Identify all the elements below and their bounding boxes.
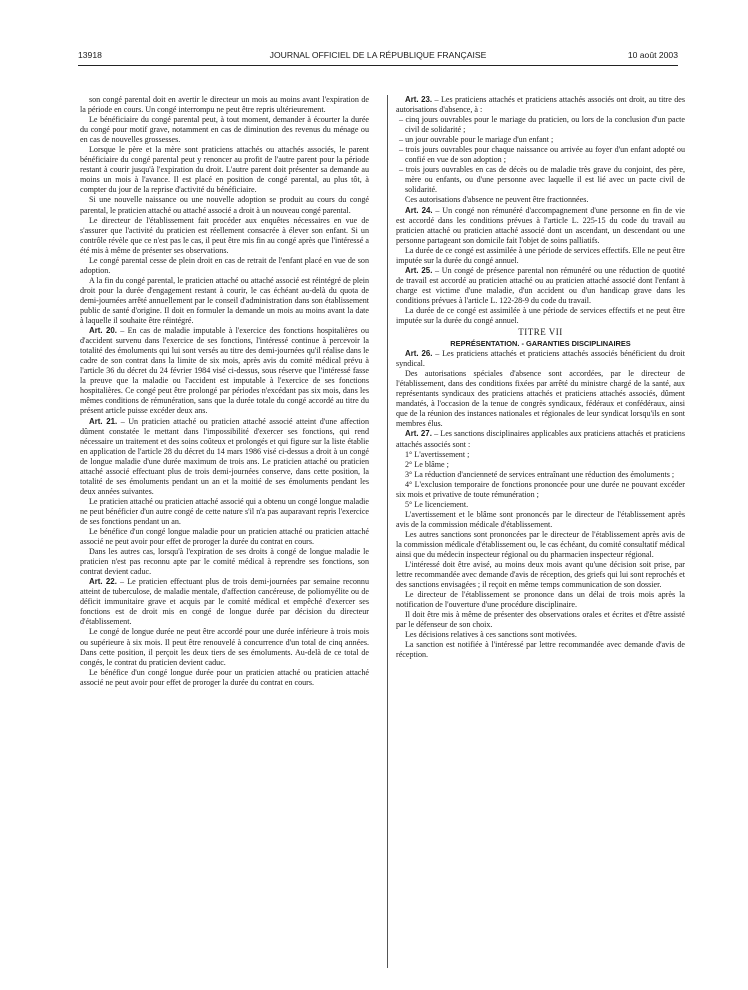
paragraph-text: Le congé parental cesse de plein droit en cas de retrait de l'enfant placé en vue de son adoption. [80, 255, 369, 275]
paragraph-text: La sanction est notifiée à l'intéressé par lettre recommandée avec demande d'avis de réception. [396, 640, 685, 660]
article-paragraph [396, 349, 685, 369]
articles-24-25 [396, 206, 685, 327]
paragraph-text: Si une nouvelle naissance ou une nouvelle adoption se produit au cours du congé parental, le praticien attaché ou attaché associé a droit à un nouveau congé parental. [80, 195, 369, 215]
paragraph-text: 1° L'avertissement ; [405, 449, 470, 459]
article-paragraph [396, 266, 685, 306]
journal-title: JOURNAL OFFICIEL DE LA RÉPUBLIQUE FRANÇAISE [269, 50, 487, 60]
column-divider [387, 95, 388, 968]
paragraph [80, 115, 369, 145]
paragraph-text: son congé parental doit en avertir le directeur un mois au moins avant l'expiration de la période en cours. Un congé interrompu ne peut être repris ultérieurement. [80, 95, 369, 115]
paragraph-text: – Les praticiens attachés et praticiens attachés associés bénéficient du droit syndical. [396, 349, 685, 369]
paragraph-text: Le praticien attaché ou praticien attaché associé qui a obtenu un congé longue maladie ne peut bénéficier d'un autre congé de cette nature s'il n'a pas auparavant repris l'exercice de ses fonctions pendant un an. [80, 496, 369, 526]
paragraph [396, 510, 685, 530]
paragraph [396, 306, 685, 326]
article-label: Art. 26. [405, 349, 433, 359]
paragraph [80, 276, 369, 326]
article-text: – Les praticiens attachés et praticiens attachés associés ont droit, au titre des autorisations d'absence, à : [396, 95, 685, 115]
paragraph [396, 470, 685, 480]
paragraph [396, 640, 685, 660]
paragraph-text: Il doit être mis à même de présenter des observations orales et écrites et d'être assisté par le défenseur de son choix. [396, 610, 685, 630]
paragraph-text: – Le praticien effectuant plus de trois demi-journées par semaine reconnu atteint de tuberculose, de maladie mentale, d'affection cancéreuse, de poliomyélite ou de déficit immunitaire grave et acquis par le comité médical et empêché d'exercer ses fonctions est de droit mis en congé de longue durée par décision du directeur d'établissement. [80, 577, 369, 627]
article-label: Art. 25. [405, 265, 433, 275]
paragraph-text: Le bénéfice d'un congé longue maladie pour un praticien attaché ou praticien attaché associé ne peut avoir pour effet de proroger la durée du contrat en cours. [80, 527, 369, 547]
paragraph [396, 590, 685, 610]
paragraph-text: Le congé de longue durée ne peut être accordé pour une durée inférieure à trois mois ou supérieure à six mois. Il peut être renouvelé à concurrence d'un total de cinq années. Dans cette position, il perçoit les deux tiers de ses émoluments. Au-delà de ce total de congés, le contrat du praticien devient caduc. [80, 627, 369, 667]
article-label: Art. 22. [89, 577, 117, 587]
paragraph [80, 145, 369, 195]
paragraph [80, 195, 369, 215]
paragraph-text: – Un praticien attaché ou praticien attaché associé atteint d'une affection dûment constatée le mettant dans l'impossibilité d'exercer ses fonctions, qui rend nécessaire un traitement et des soins coûteux et prolongés et qui figure sur la liste établie en application de l'article 28 du décret du 14 mars 1986 visé ci-dessus a droit à un congé de longue maladie d'une durée maximum de trois ans. Le praticien attaché ou praticien attaché associé effectuant plus de trois demi-journées conserve, dans cette position, la totalité de ses émoluments pendant un an et la moitié de ses émoluments pendant les deux années suivantes. [80, 416, 369, 496]
article-paragraph [80, 577, 369, 627]
paragraph-text: 3° La réduction d'ancienneté de services entraînant une réduction des émoluments ; [405, 469, 675, 479]
article-23 [396, 95, 685, 115]
article-paragraph [80, 417, 369, 497]
right-column [396, 95, 685, 661]
paragraph [80, 627, 369, 667]
article-label: Art. 24. [405, 205, 433, 215]
paragraph-text: Dans les autres cas, lorsqu'à l'expiration de ses droits à congé de longue maladie le praticien n'est pas reconnu apte par le comité médical à reprendre ses fonctions, son contrat devient caduc. [80, 547, 369, 577]
paragraph [80, 547, 369, 577]
paragraph-text: Le directeur de l'établissement fait procéder aux enquêtes nécessaires en vue de s'assurer que l'activité du praticien est réellement consacrée à élever son enfant. Si un contrôle révèle que ce n'est pas le cas, il peut être mis fin au congé après que l'intéressé a été mis à même de présenter ses observations. [80, 215, 369, 255]
article-label: Art. 27. [405, 429, 432, 439]
paragraph-text: Le bénéficiaire du congé parental peut, à tout moment, demander à écourter la durée du congé pour motif grave, notamment en cas de diminution des revenus du ménage ou en cas de nouvelles grossesses. [80, 115, 369, 145]
paragraph [396, 246, 685, 266]
articles-26-27 [396, 349, 685, 660]
paragraph-text: – Un congé non rémunéré d'accompagnement d'une personne en fin de vie est accordé dans les conditions prévues à l'article L. 225-15 du code du travail au praticien attaché ou praticien attaché associé dont un ascendant, un descendant ou une personne partageant son domicile fait l'objet de soins palliatifs. [396, 205, 685, 245]
article-label: Art. 20. [89, 326, 118, 336]
paragraph [80, 216, 369, 256]
paragraph-text: A la fin du congé parental, le praticien attaché ou attaché associé est réintégré de plein droit pour la durée d'engagement restant à courir, le cas échéant au-delà du quota de demi-journées arrêté annuellement par le conseil d'administration dans son établissement public de santé d'origine. Il doit en formuler la demande un mois au moins avant la date à laquelle il souhaite être réintégré. [80, 275, 369, 326]
paragraph-text: Les décisions relatives à ces sanctions sont motivées. [405, 630, 577, 640]
list-item: – un jour ouvrable pour le mariage d'un enfant ; [396, 135, 685, 145]
header-rule [78, 65, 678, 66]
paragraph-text: L'avertissement et le blâme sont prononcés par le directeur de l'établissement après avis de la commission médicale d'établissement. [396, 509, 685, 529]
paragraph-text: 5° Le licenciement. [405, 499, 469, 509]
list-item: – trois jours ouvrables pour chaque naissance ou arrivée au foyer d'un enfant adopté ou confié en vue de son adoption ; [396, 145, 685, 165]
section-subtitle: REPRÉSENTATION. - GARANTIES DISCIPLINAIRES [450, 339, 631, 349]
page-header [78, 50, 678, 64]
page-number: 13918 [78, 50, 102, 60]
paragraph-text: 4° L'exclusion temporaire de fonctions prononcée pour une durée ne pouvant excéder six mois et privative de toute rémunération ; [396, 479, 685, 499]
paragraph [396, 480, 685, 500]
paragraph-text: Des autorisations spéciales d'absence sont accordées, par le directeur de l'établissement, dans des conditions fixées par arrêté du ministre chargé de la santé, aux représentants syndicaux des praticiens attachés et praticiens attachés associés, dûment mandatés, à l'occasion de la tenue de congrès syndicaux, fédéraux et confédéraux, ainsi que de la réunion des instances nationales et régionales de leur syndicat lorsqu'ils en sont membres élus. [396, 369, 685, 429]
paragraph-text: Les autres sanctions sont prononcées par le directeur de l'établissement après avis de la commission médicale d'établissement ou, le cas échéant, du comité consultatif médical ainsi que du médecin inspecteur régional ou du pharmacien inspecteur régional. [396, 529, 685, 560]
paragraph [80, 95, 369, 115]
paragraph-text: La durée de ce congé est assimilée à une période de services effectifs et ne peut être imputée sur la durée du congé annuel. [396, 305, 685, 326]
paragraph-text: Le directeur de l'établissement se prononce dans un délai de trois mois après la notification de l'ouverture d'une procédure disciplinaire. [396, 590, 685, 610]
paragraph-text: 2° Le blâme ; [405, 459, 449, 469]
paragraph [396, 369, 685, 429]
paragraph-text: Le bénéfice d'un congé longue durée pour un praticien attaché ou praticien attaché associé ne peut avoir pour effet de proroger la durée du contrat en cours. [80, 667, 369, 687]
paragraph-text: Lorsque le père et la mère sont praticiens attachés ou attachés associés, le parent bénéficiaire du congé parental peut y renoncer au profit de l'autre parent pour la période restant à courir jusqu'à l'expiration du droit. L'autre parent doit présenter sa demande au moins un mois à l'avance. Il est placé en position de congé parental, au plus tôt, à compter du jour de la reprise d'activité du bénéficiaire. [80, 145, 369, 195]
section-title: TITRE VII [518, 327, 563, 338]
paragraph-text: La durée de ce congé est assimilée à une période de services effectifs. Elle ne peut être imputée sur la durée du congé annuel. [396, 245, 685, 265]
paragraph [396, 560, 685, 590]
paragraph: Ces autorisations d'absence ne peuvent être fractionnées. [405, 195, 589, 205]
article-paragraph [80, 326, 369, 416]
publication-date: 10 août 2003 [627, 50, 678, 60]
paragraph [80, 668, 369, 688]
paragraph-text: – Un congé de présence parental non rémunéré ou une réduction de quotité de travail est accordé au praticien attaché ou au praticien attaché associé dont l'enfant à charge est victime d'une maladie, d'un accident ou d'un handicap grave dans les conditions prévues à l'article L. 122-28-9 du code du travail. [396, 265, 685, 305]
article-label: Art. 23. [405, 95, 433, 104]
left-column [80, 95, 369, 688]
list-item: – trois jours ouvrables en cas de décès ou de maladie très grave du conjoint, des père, mère ou enfants, ou d'une personne avec laquelle il est lié avec un pacte civil de solidarité. [396, 165, 685, 195]
paragraph [396, 630, 685, 640]
absence-list [396, 115, 685, 195]
paragraph [396, 500, 685, 510]
paragraph [80, 527, 369, 547]
paragraph [396, 450, 685, 460]
paragraph [396, 610, 685, 630]
article-paragraph [396, 206, 685, 246]
paragraph-text: – En cas de maladie imputable à l'exercice des fonctions hospitalières ou d'accident survenu dans l'exercice de ses fonctions, l'intéressé continue à percevoir la totalité des émoluments qui lui sont versés au titre des demi-journées qu'il réalise dans le cadre de son contrat dans la limite de six mois, après avis du comité médical prévu à l'article 36 du décret du 24 février 1984 visé ci-dessus, sous réserve que l'intéressé fasse la preuve que la maladie ou l'accident est imputable à l'exercice de ses fonctions hospitalières. Ce congé peut être prolongé par périodes n'excédant pas six mois, dans les mêmes conditions de rémunération, sans que la durée totale du congé accordé au titre du présent article puisse excéder deux ans. [80, 326, 369, 416]
article-label: Art. 21. [89, 416, 118, 426]
paragraph-text: L'intéressé doit être avisé, au moins deux mois avant qu'une décision soit prise, par lettre recommandée avec demande d'avis de réception, des griefs qui lui sont reprochés et des sanctions envisagées ; il reçoit en même temps communication de son dossier. [396, 560, 686, 590]
list-item: – cinq jours ouvrables pour le mariage du praticien, ou lors de la conclusion d'un pacte civil de solidarité ; [396, 115, 685, 135]
paragraph [80, 256, 369, 276]
paragraph [396, 530, 685, 560]
paragraph [80, 497, 369, 527]
paragraph [396, 460, 685, 470]
article-paragraph [396, 429, 685, 449]
paragraph-text: – Les sanctions disciplinaires applicables aux praticiens attachés et praticiens attachés associés sont : [396, 429, 685, 449]
